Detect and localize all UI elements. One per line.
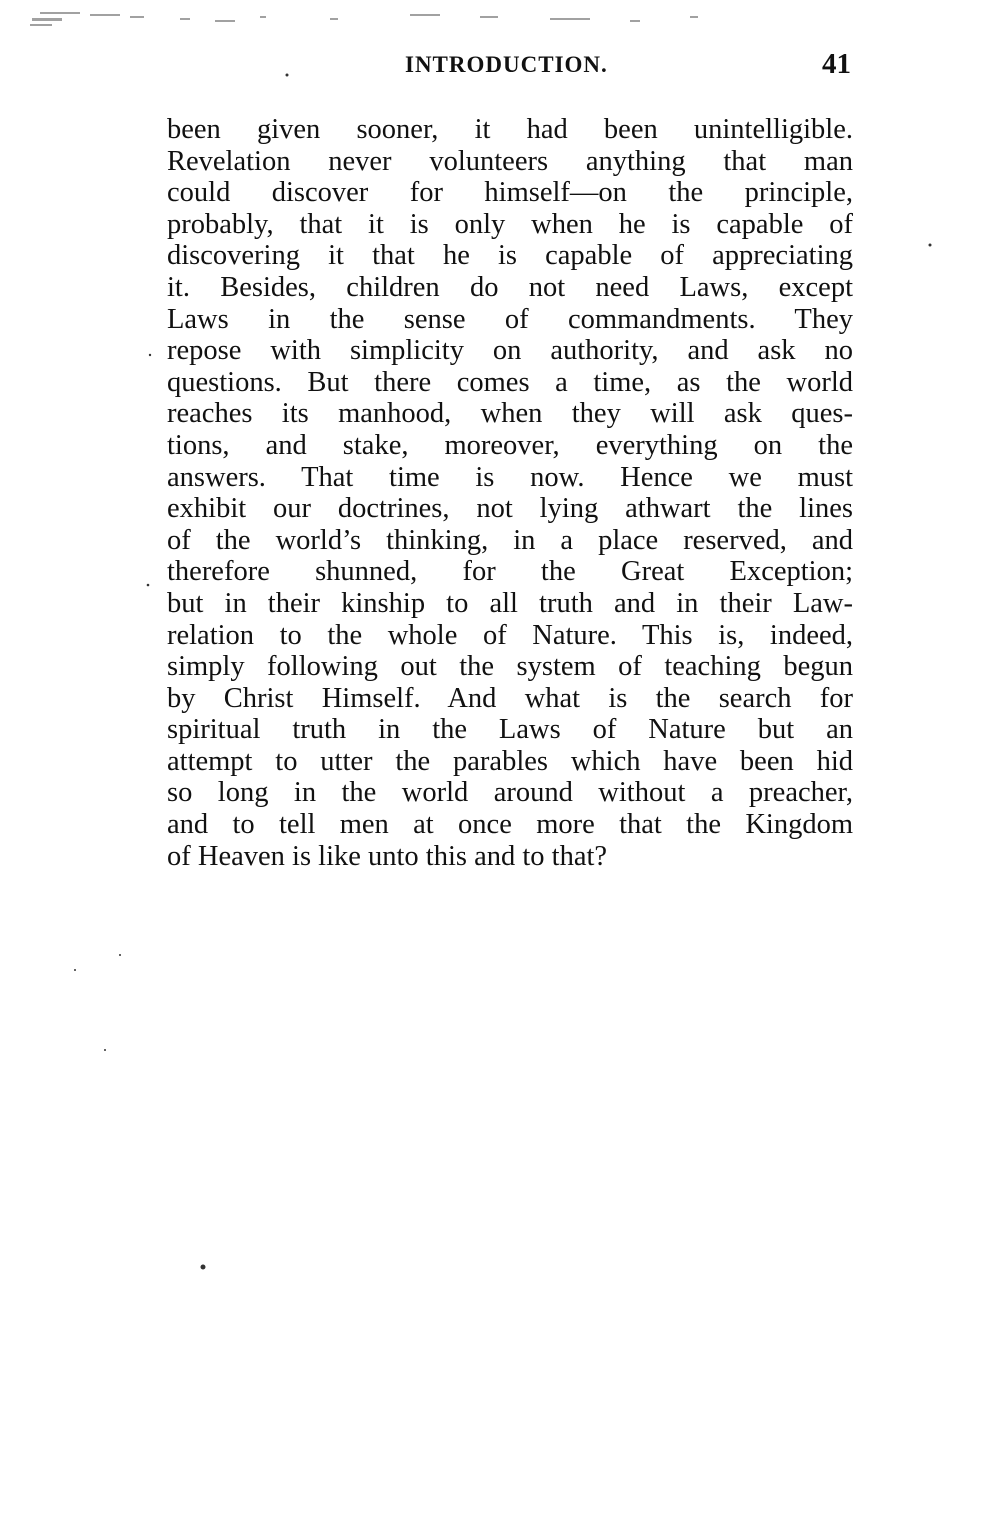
text-line: of Heaven is like unto this and to that? [167, 840, 608, 872]
text-line: could discover for himself—on the principle, [167, 177, 853, 209]
text-line: but in their kinship to all truth and in their Law- [167, 587, 853, 619]
text-line: answers. That time is now. Hence we must [167, 461, 853, 493]
text-line: spiritual truth in the Laws of Nature but an [167, 714, 853, 746]
text-line: questions. But there comes a time, as the world [167, 366, 853, 398]
text-line: probably, that it is only when he is capable of [167, 208, 853, 240]
scan-noise-artifact [30, 6, 730, 34]
text-line: simply following out the system of teaching begun [167, 651, 853, 683]
text-line: and to tell men at once more that the Kingdom [167, 809, 853, 841]
text-line: Revelation never volunteers anything that man [167, 145, 853, 177]
text-line: relation to the whole of Nature. This is, indeed, [167, 619, 853, 651]
body-text [167, 114, 853, 872]
running-head-title: INTRODUCTION. [405, 52, 608, 77]
text-line: of the world’s thinking, in a place reserved, and [167, 524, 853, 556]
text-line: Laws in the sense of commandments. They [167, 303, 853, 335]
text-line: reaches its manhood, when they will ask ques- [167, 398, 853, 430]
text-line: attempt to utter the parables which have been hid [167, 745, 853, 777]
text-line: therefore shunned, for the Great Exception; [167, 556, 853, 588]
text-line: so long in the world around without a preacher, [167, 777, 853, 809]
text-line: it. Besides, children do not need Laws, except [167, 271, 853, 303]
page-number: 41 [822, 48, 851, 80]
text-line: by Christ Himself. And what is the search for [167, 682, 853, 714]
text-line: been given sooner, it had been unintelligible. [167, 114, 853, 145]
text-line: discovering it that he is capable of appreciating [167, 240, 853, 272]
text-line: tions, and stake, moreover, everything on the [167, 429, 853, 461]
text-line: exhibit our doctrines, not lying athwart the lines [167, 493, 853, 525]
text-line: repose with simplicity on authority, and ask no [167, 335, 853, 367]
